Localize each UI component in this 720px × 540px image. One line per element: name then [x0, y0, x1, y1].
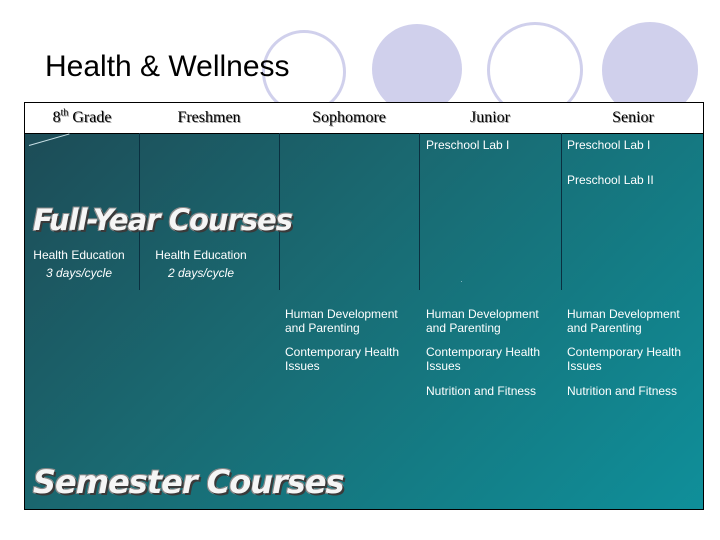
grade-header-row [25, 103, 703, 134]
senior-preschool-lab-2: Preschool Lab II [567, 173, 654, 187]
grade8-health-education-freq: 3 days/cycle [45, 266, 113, 280]
header-8th-number: 8 [52, 109, 61, 126]
junior-contemporary-health: Contemporary Health Issues [426, 345, 541, 373]
junior-human-development: Human Development and Parenting [426, 307, 539, 335]
semester-courses-banner: Semester Courses [33, 463, 344, 501]
sophomore-contemporary-health: Contemporary Health Issues [285, 345, 400, 373]
sophomore-human-development: Human Development and Parenting [285, 307, 398, 335]
stray-dot [461, 281, 462, 282]
column-divider-3 [419, 133, 420, 290]
page-title: Health & Wellness [45, 50, 290, 83]
header-junior: Junior [470, 109, 510, 126]
header-sophomore: Sophomore [312, 109, 386, 126]
senior-nutrition-fitness: Nutrition and Fitness [567, 384, 678, 398]
course-table [24, 102, 704, 510]
header-8th-grade-word: Grade [68, 109, 112, 126]
freshmen-health-education-title: Health Education [155, 248, 247, 262]
full-year-courses-banner: Full-Year Courses [33, 203, 293, 237]
header-8th-grade [25, 103, 139, 133]
header-8th-suffix: th [60, 107, 69, 119]
senior-preschool-lab-1: Preschool Lab I [567, 138, 651, 152]
grade8-health-education-title: Health Education [33, 248, 125, 262]
header-senior: Senior [612, 109, 654, 126]
junior-nutrition-fitness: Nutrition and Fitness [426, 384, 537, 398]
junior-preschool-lab-1: Preschool Lab I [426, 138, 510, 152]
column-divider-4 [561, 133, 562, 290]
senior-human-development: Human Development and Parenting [567, 307, 680, 335]
senior-contemporary-health: Contemporary Health Issues [567, 345, 682, 373]
header-freshmen: Freshmen [177, 109, 241, 126]
diagonal-line [29, 133, 70, 146]
freshmen-health-education-freq: 2 days/cycle [167, 266, 235, 280]
decor-circle-1 [372, 24, 462, 114]
